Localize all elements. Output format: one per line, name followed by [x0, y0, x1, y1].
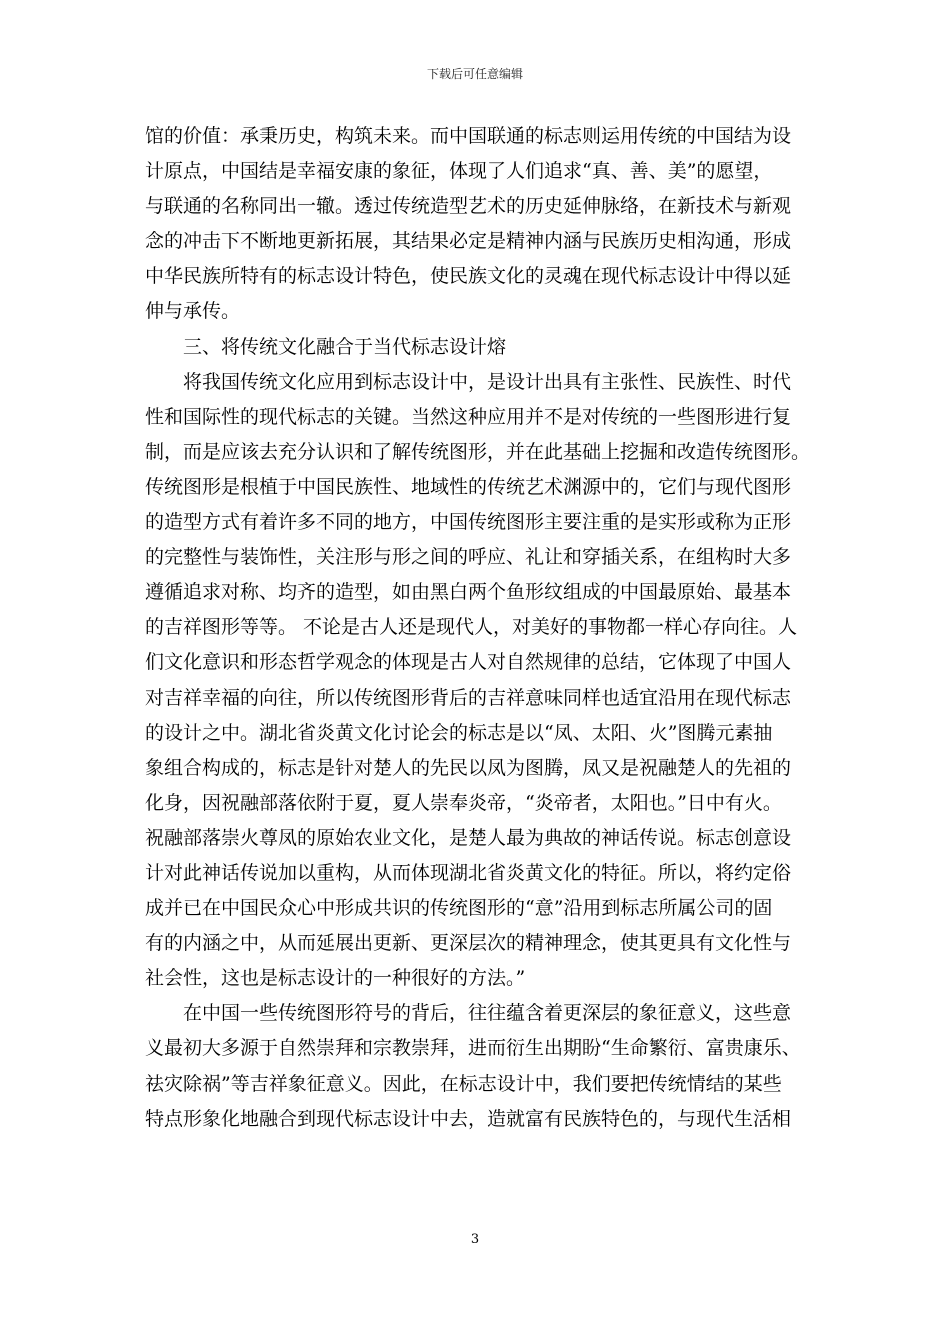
text-line: 社会性，这也是标志设计的一种很好的方法。”	[145, 967, 526, 990]
text-line: 三、将传统文化融合于当代标志设计熔	[183, 335, 507, 358]
text-line: 的吉祥图形等等。 不论是古人还是现代人，对美好的事物都一样心存向往。人	[145, 616, 798, 639]
text-line: 特点形象化地融合到现代标志设计中去，造就富有民族特色的，与现代生活相	[145, 1107, 792, 1130]
text-line: 成并已在中国民众心中形成共识的传统图形的“意”沿用到标志所属公司的固	[145, 897, 773, 920]
text-line: 的完整性与装饰性，关注形与形之间的呼应、礼让和穿插关系，在组构时大多	[145, 546, 792, 569]
text-line: 计对此神话传说加以重构，从而体现湖北省炎黄文化的特征。所以，将约定俗	[145, 861, 792, 884]
text-line: 馆的价值：承秉历史，构筑未来。而中国联通的标志则运用传统的中国结为设	[145, 125, 792, 147]
text-line: 将我国传统文化应用到标志设计中，是设计出具有主张性、民族性、时代	[183, 370, 792, 393]
text-line: 化身，因祝融部落依附于夏，夏人崇奉炎帝，“炎帝者，太阳也。”日中有火。	[145, 791, 782, 814]
text-line: 祛灾除祸”等吉祥象征意义。因此，在标志设计中，我们要把传统情结的某些	[145, 1072, 782, 1095]
text-line: 义最初大多源于自然崇拜和宗教崇拜，进而衍生出期盼“生命繁衍、富贵康乐、	[145, 1037, 801, 1060]
text-line: 中华民族所特有的标志设计特色，使民族文化的灵魂在现代标志设计中得以延	[145, 265, 792, 288]
text-line: 在中国一些传统图形符号的背后，往往蕴含着更深层的象征意义，这些意	[183, 1002, 792, 1025]
text-line: 性和国际性的现代标志的关键。当然这种应用并不是对传统的一些图形进行复	[145, 405, 792, 428]
text-line: 有的内涵之中，从而延展出更新、更深层次的精神理念，使其更具有文化性与	[145, 932, 792, 955]
text-line: 遵循追求对称、均齐的造型，如由黑白两个鱼形纹组成的中国最原始、最基本	[145, 581, 792, 604]
text-line: 伸与承传。	[145, 300, 241, 323]
text-line: 传统图形是根植于中国民族性、地域性的传统艺术渊源中的，它们与现代图形	[145, 475, 792, 498]
text-line: 们文化意识和形态哲学观念的体现是古人对自然规律的总结，它体现了中国人	[145, 651, 792, 674]
text-line: 对吉祥幸福的向往，所以传统图形背后的吉祥意味同样也适宜沿用在现代标志	[145, 686, 792, 709]
text-line: 制，而是应该去充分认识和了解传统图形，并在此基础上挖掘和改造传统图形。	[145, 440, 811, 463]
text-line: 计原点，中国结是幸福安康的象征，体现了人们追求“真、善、美”的愿望，	[145, 160, 773, 183]
text-line: 的造型方式有着许多不同的地方，中国传统图形主要注重的是实形或称为正形	[145, 511, 792, 534]
document-body	[145, 119, 812, 1137]
page-header: 下载后可任意编辑	[426, 67, 523, 81]
text-line: 祝融部落崇火尊凤的原始农业文化，是楚人最为典故的神话传说。标志创意设	[145, 826, 792, 849]
text-line: 象组合构成的，标志是针对楚人的先民以凤为图腾，凤又是祝融楚人的先祖的	[145, 756, 792, 779]
text-line: 的设计之中。湖北省炎黄文化讨论会的标志是以“凤、太阳、火”图腾元素抽	[145, 721, 773, 744]
text-line: 与联通的名称同出一辙。透过传统造型艺术的历史延伸脉络，在新技术与新观	[145, 195, 792, 218]
page-number: 3	[470, 1232, 480, 1247]
text-line: 念的冲击下不断地更新拓展，其结果必定是精神内涵与民族历史相沟通，形成	[145, 230, 792, 253]
